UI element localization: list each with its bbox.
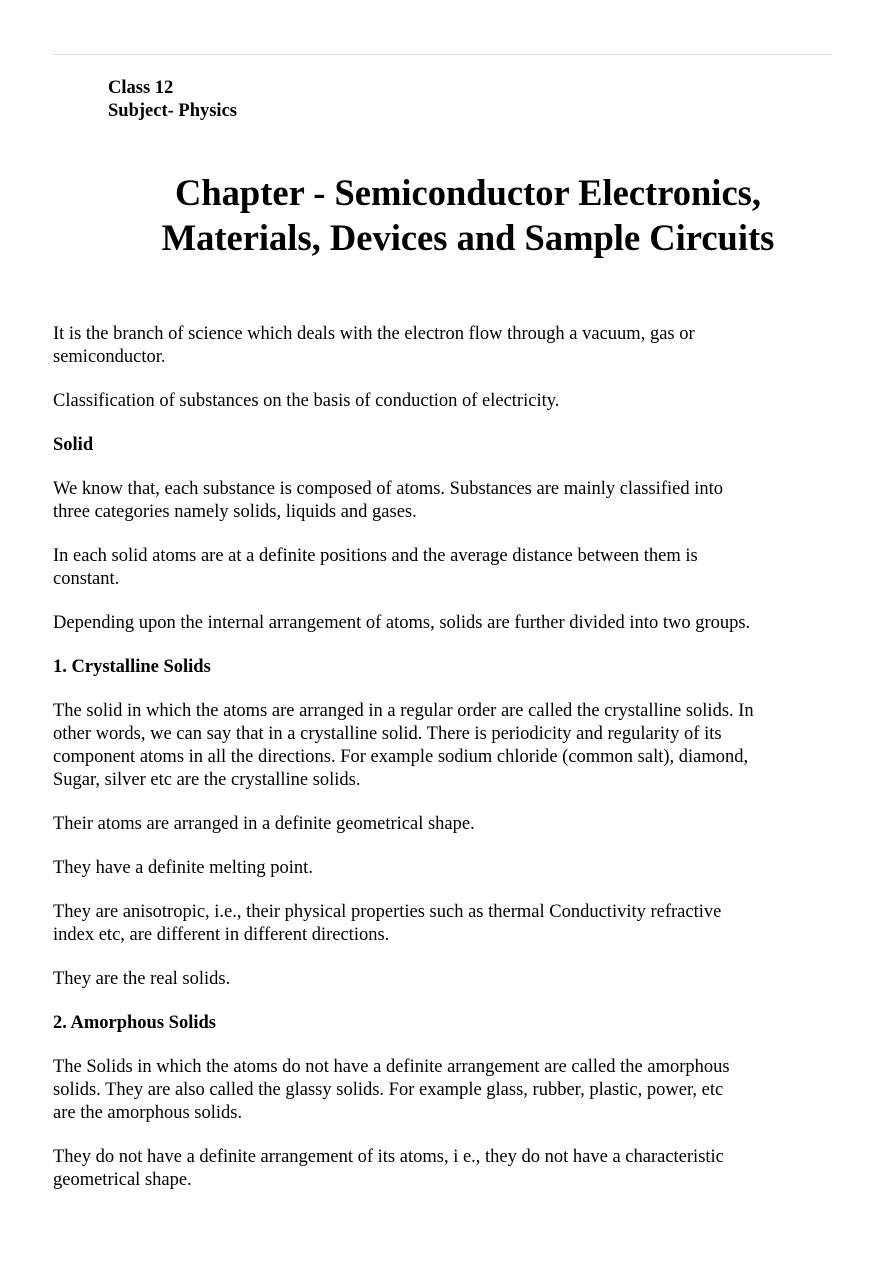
text-line: The solid in which the atoms are arranged in a regular order are called the crystalline solids. In	[53, 701, 754, 721]
paragraph	[53, 478, 843, 524]
text-line: other words, we can say that in a crystalline solid. There is periodicity and regularity of its	[53, 724, 722, 744]
chapter-title	[52, 170, 884, 260]
text-line: solids. They are also called the glassy solids. For example glass, rubber, plastic, power, etc	[53, 1080, 724, 1100]
text-line: The Solids in which the atoms do not have a definite arrangement are called the amorphous	[53, 1057, 730, 1077]
text-line: We know that, each substance is composed of atoms. Substances are mainly classified into	[53, 479, 723, 499]
text-line: component atoms in all the directions. For example sodium chloride (common salt), diamond,	[53, 747, 749, 767]
text-line: three categories namely solids, liquids and gases.	[53, 502, 417, 522]
chapter-title-line-1: Chapter - Semiconductor Electronics,	[175, 172, 761, 213]
text-line: They are anisotropic, i.e., their physical properties such as thermal Conductivity refractive	[53, 902, 722, 922]
paragraph	[53, 390, 843, 413]
top-divider	[52, 54, 832, 55]
class-label: Class 12	[108, 78, 174, 98]
section-heading	[53, 1012, 843, 1035]
paragraph	[53, 1056, 843, 1125]
text-line: They have a definite melting point.	[53, 858, 313, 878]
text-line: Solid	[53, 435, 94, 455]
section-heading	[53, 434, 843, 457]
text-line: 1. Crystalline Solids	[53, 657, 211, 677]
text-line: Sugar, silver etc are the crystalline solids.	[53, 770, 361, 790]
paragraph	[53, 1146, 843, 1192]
text-line: geometrical shape.	[53, 1170, 192, 1190]
text-line: 2. Amorphous Solids	[53, 1013, 216, 1033]
paragraph	[53, 857, 843, 880]
paragraph	[53, 700, 843, 792]
subject-label: Subject- Physics	[108, 101, 237, 121]
document-header	[108, 77, 237, 123]
text-line: constant.	[53, 569, 120, 589]
text-line: It is the branch of science which deals with the electron flow through a vacuum, gas or	[53, 324, 695, 344]
text-line: They do not have a definite arrangement of its atoms, i e., they do not have a characteristic	[53, 1147, 724, 1167]
text-line: are the amorphous solids.	[53, 1103, 243, 1123]
paragraph	[53, 901, 843, 947]
text-line: They are the real solids.	[53, 969, 231, 989]
chapter-title-line-2: Materials, Devices and Sample Circuits	[161, 217, 775, 258]
document-body	[53, 323, 843, 1213]
paragraph	[53, 813, 843, 836]
text-line: Depending upon the internal arrangement of atoms, solids are further divided into two groups.	[53, 613, 751, 633]
text-line: Their atoms are arranged in a definite geometrical shape.	[53, 814, 475, 834]
text-line: semiconductor.	[53, 347, 166, 367]
section-heading	[53, 656, 843, 679]
text-line: index etc, are different in different directions.	[53, 925, 390, 945]
text-line: In each solid atoms are at a definite positions and the average distance between them is	[53, 546, 698, 566]
paragraph	[53, 968, 843, 991]
paragraph	[53, 323, 843, 369]
paragraph	[53, 545, 843, 591]
paragraph	[53, 612, 843, 635]
text-line: Classification of substances on the basis of conduction of electricity.	[53, 391, 560, 411]
